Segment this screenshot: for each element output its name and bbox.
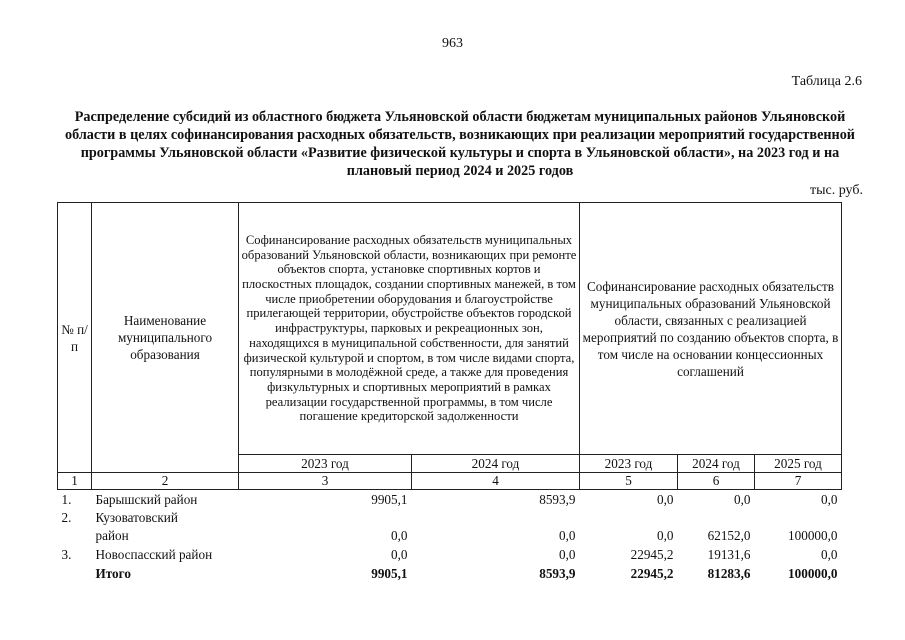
page-number: 963 bbox=[442, 36, 463, 51]
row-value: 22945,2 bbox=[630, 546, 674, 562]
total-row bbox=[58, 564, 842, 583]
row-value: 0,0 bbox=[821, 491, 838, 507]
column-number: 4 bbox=[412, 473, 580, 490]
row-name: Барышский район bbox=[95, 491, 198, 507]
column-number: 5 bbox=[580, 473, 678, 490]
total-label: Итого bbox=[95, 565, 131, 581]
row-value: 0,0 bbox=[559, 528, 576, 543]
table-row bbox=[58, 509, 842, 545]
year-header: 2024 год bbox=[678, 455, 755, 473]
row-value: 0,0 bbox=[821, 546, 838, 562]
row-value: 0,0 bbox=[391, 546, 408, 562]
total-value: 81283,6 bbox=[707, 565, 751, 581]
column-number: 6 bbox=[678, 473, 755, 490]
row-value: 9905,1 bbox=[371, 491, 408, 507]
year-header: 2025 год bbox=[755, 455, 842, 473]
table-row bbox=[58, 490, 842, 510]
table-label: Таблица 2.6 bbox=[791, 74, 862, 89]
row-value: 100000,0 bbox=[788, 528, 838, 543]
column-number: 7 bbox=[755, 473, 842, 490]
year-header: 2023 год bbox=[239, 455, 412, 473]
year-header: 2024 год bbox=[412, 455, 580, 473]
total-value: 100000,0 bbox=[788, 565, 838, 581]
row-name: Новоспасский район bbox=[95, 546, 213, 562]
document-title: Распределение субсидий из областного бюджета Ульяновской области бюджетам муниципальных районов Ульяновской области в целях софинансирования расходных обязательств, возникающих при реализации мероприятий государственной программы Ульяновской области «Развитие физической культуры и спорта в Ульяновской области», на 2023 год и на плановый период 2024 и 2025 годов bbox=[65, 109, 855, 179]
row-number: 2. bbox=[61, 510, 72, 525]
header-name: Наименование муниципального образования bbox=[92, 203, 239, 473]
row-number: 1. bbox=[61, 491, 72, 507]
column-number: 2 bbox=[92, 473, 239, 490]
total-value: 8593,9 bbox=[539, 565, 576, 581]
column-number: 3 bbox=[239, 473, 412, 490]
row-value: 8593,9 bbox=[539, 491, 576, 507]
column-number-row bbox=[58, 473, 842, 490]
row-name: Кузоватовский район bbox=[95, 510, 178, 543]
table-row bbox=[58, 545, 842, 564]
header-group-repair: Софинансирование расходных обязательств муниципальных образований Ульяновской области, возникающих при ремонте объектов спорта, установке спортивных кортов и плоскостных площадок, создании спортивных манежей, в том числе приобретении оборудования и благоустройстве прилегающей территории, обустройстве объектов городской инфраструктуры, парковых и рекреационных зон, находящихся в муниципальной собственности, для занятий физической культурой и спортом, в том числе видами спорта, популярными в молодёжной среде, а также для проведения физкультурных и спортивных мероприятий в рамках реализации государственной программы, в том числе погашение кредиторской задолженности bbox=[239, 203, 580, 455]
row-value: 0,0 bbox=[559, 546, 576, 562]
row-value: 0,0 bbox=[391, 528, 408, 543]
total-value: 22945,2 bbox=[630, 565, 674, 581]
header-num: № п/п bbox=[58, 203, 92, 473]
units-label: тыс. руб. bbox=[810, 183, 863, 198]
row-value: 0,0 bbox=[657, 491, 674, 507]
total-value: 9905,1 bbox=[371, 565, 408, 581]
year-header: 2023 год bbox=[580, 455, 678, 473]
row-value: 0,0 bbox=[657, 528, 674, 543]
row-value: 62152,0 bbox=[707, 528, 751, 543]
header-row bbox=[58, 203, 842, 455]
header-group-construction: Софинансирование расходных обязательств муниципальных образований Ульяновской области, связанных с реализацией мероприятий по созданию объектов спорта, в том числе на основании концессионных соглашений bbox=[580, 203, 842, 455]
row-number: 3. bbox=[61, 546, 72, 562]
row-value: 19131,6 bbox=[707, 546, 751, 562]
subsidy-table bbox=[57, 202, 842, 583]
row-value: 0,0 bbox=[734, 491, 751, 507]
column-number: 1 bbox=[58, 473, 92, 490]
